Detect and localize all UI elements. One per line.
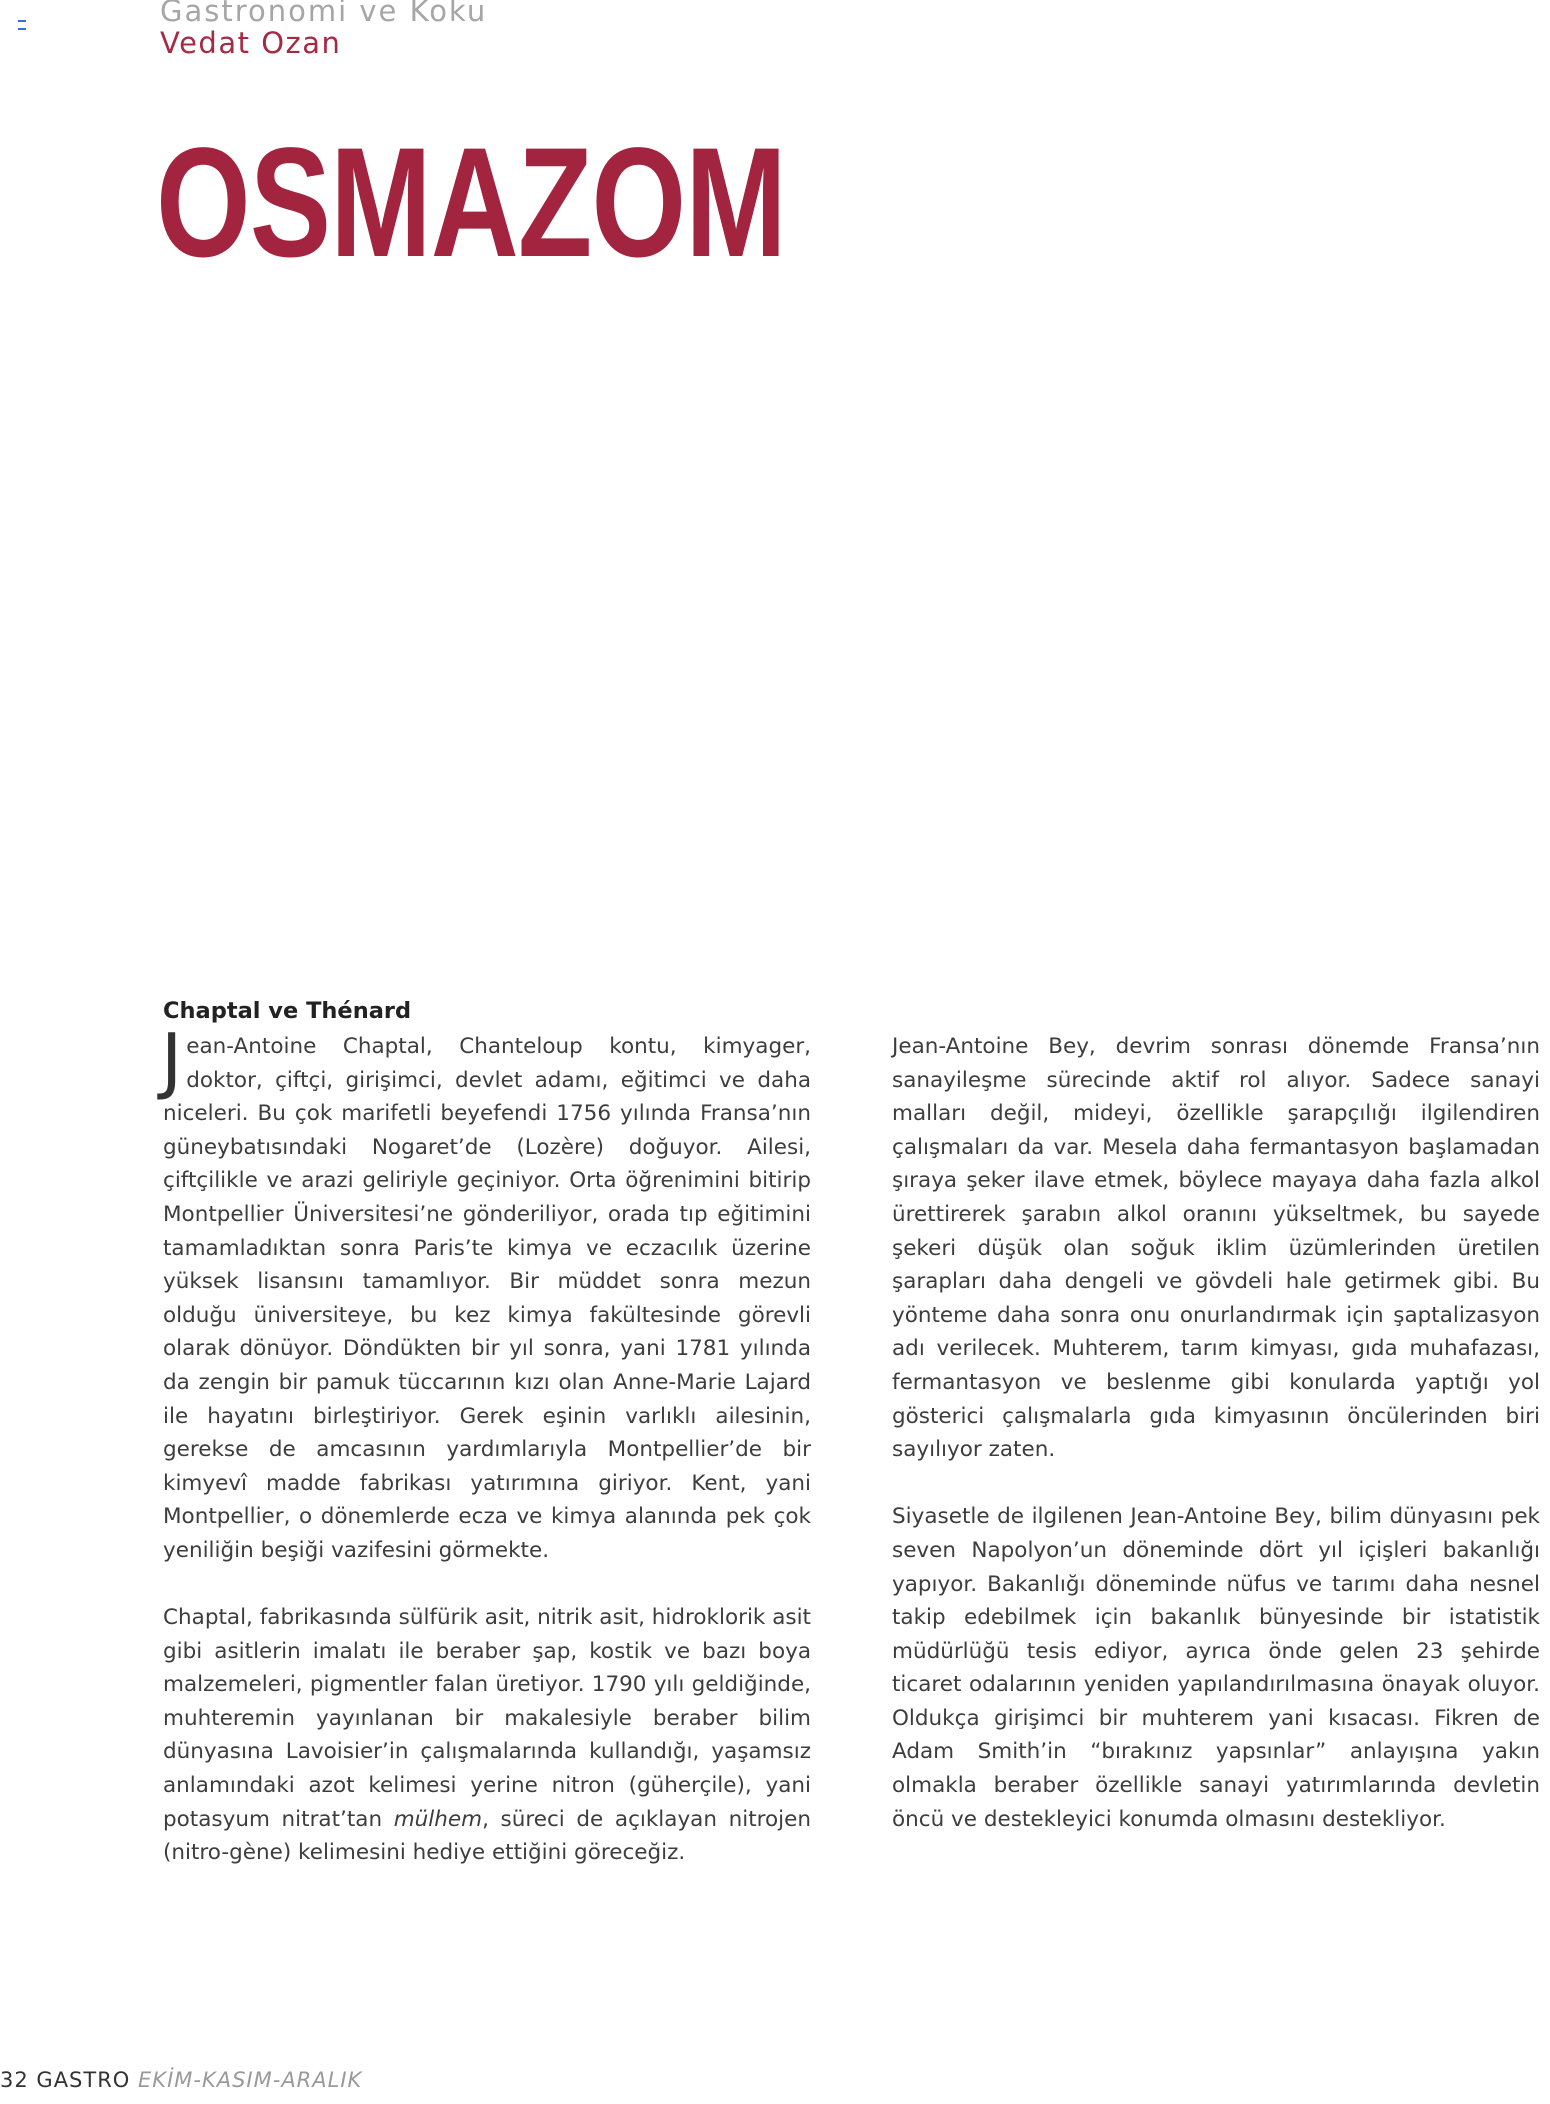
corner-mark: [18, 20, 26, 30]
italic-word: mülhem: [393, 1806, 483, 1832]
right-column: [892, 1030, 1540, 1836]
drop-cap: J: [161, 1018, 183, 1102]
paragraph-1-text: ean-Antoine Chaptal, Chanteloup kontu, kimyager, doktor, çiftçi, girişimci, devlet adamı, eğitimci ve daha niceleri. Bu çok marifetli beyefendi 1756 yılında Fransa’nın güneybatısındaki Nogaret’de (Lozère) doğuyor. Ailesi, çiftçilikle ve arazi geliriyle geçiniyor. Orta öğrenimini bitirip Montpellier Üniversitesi’ne gönderiliyor, orada tıp eğitimini tamamladıktan sonra Paris’te kimya ve eczacılık üzerine yüksek lisansını tamamlıyor. Bir müddet sonra mezun olduğu üniversiteye, bu kez kimya fakültesinde görevli olarak dönüyor. Döndükten bir yıl sonra, yani 1781 yılında da zengin bir pamuk tüccarının kızı olan Anne-Marie Lajard ile hayatını birleştiriyor. Gerek eşinin varlıklı ailesinin, gerekse de amcasının yardımlarıyla Montpellier’de bir kimyevî madde fabrikası yatırımına giriyor. Kent, yani Montpellier, o dönemlerde ecza ve kimya alanında pek çok yeniliğin beşiği vazifesini görmekte.: [163, 1034, 811, 1563]
magazine-name: GASTRO: [36, 2068, 131, 2092]
paragraph-2-text-a: Chaptal, fabrikasında sülfürik asit, nitrik asit, hidroklorik asit gibi asitlerin imalatı ile beraber şap, kostik ve bazı boya malzemeleri, pigmentler falan üretiyor. 1790 yılı geldiğinde, muhteremin yayınlanan bir makalesiyle beraber bilim dünyasına Lavoisier’in çalışmalarında kullandığı, yaşamsız anlamındaki azot kelimesi yerine nitron (güherçile), yani potasyum nitrat’tan: [163, 1605, 811, 1832]
page-number: 32: [0, 2068, 29, 2092]
issue-label: EKİM-KASIM-ARALIK: [138, 2068, 363, 2092]
author-name: Vedat Ozan: [160, 26, 342, 60]
paragraph-3: Jean-Antoine Bey, devrim sonrası dönemde Fransa’nın sanayileşme sürecinde aktif rol alıyor. Sadece sanayi malları değil, mideyi, özellikle şarapçılığı ilgilendiren çalışmaları da var. Mesela daha fermantasyon başlamadan şıraya şeker ilave etmek, böylece mayaya daha fazla alkol ürettirerek şarabın alkol oranını yükseltmek, bu sayede şekeri düşük olan soğuk iklim üzümlerinden üretilen şarapları daha dengeli ve gövdeli hale getirmek gibi. Bu yönteme daha sonra onu onurlandırmak için şaptalizasyon adı verilecek. Muhterem, tarım kimyası, gıda muhafazası, fermantasyon ve beslenme gibi konularda yaptığı yol gösterici çalışmalarla gıda kimyasının öncülerinden biri sayılıyor zaten.: [892, 1034, 1540, 1463]
paragraph-2-text-b: , süreci de açıklayan nitrojen (nitro-gène) kelimesini hediye ettiğini göreceğiz.: [163, 1806, 811, 1866]
article-title: OSMAZOM: [156, 116, 786, 290]
subheading: Chaptal ve Thénard: [163, 998, 412, 1024]
paragraph-1: [161, 1018, 811, 1568]
paragraph-4: Siyasetle de ilgilenen Jean-Antoine Bey, bilim dünyasını pek seven Napolyon’un döneminde dört yıl içişleri bakanlığı yapıyor. Bakanlığı döneminde nüfus ve tarımı daha nesnel takip edebilmek için bakanlık bünyesinde bir istatistik müdürlüğü tesis ediyor, ayrıca önde gelen 23 şehirde ticaret odalarının yeniden yapılandırılmasına önayak oluyor. Oldukça girişimci bir muhterem yani kısacası. Fikren de Adam Smith’in “bırakınız yapsınlar” anlayışına yakın olmakla beraber özellikle sanayi yatırımlarında devletin öncü ve destekleyici konumda olmasını destekliyor.: [892, 1504, 1540, 1832]
paragraph-2: [163, 1601, 811, 1870]
page-footer: [0, 2068, 362, 2092]
section-label: Gastronomi ve Koku: [160, 0, 488, 28]
left-column: [163, 995, 811, 1870]
